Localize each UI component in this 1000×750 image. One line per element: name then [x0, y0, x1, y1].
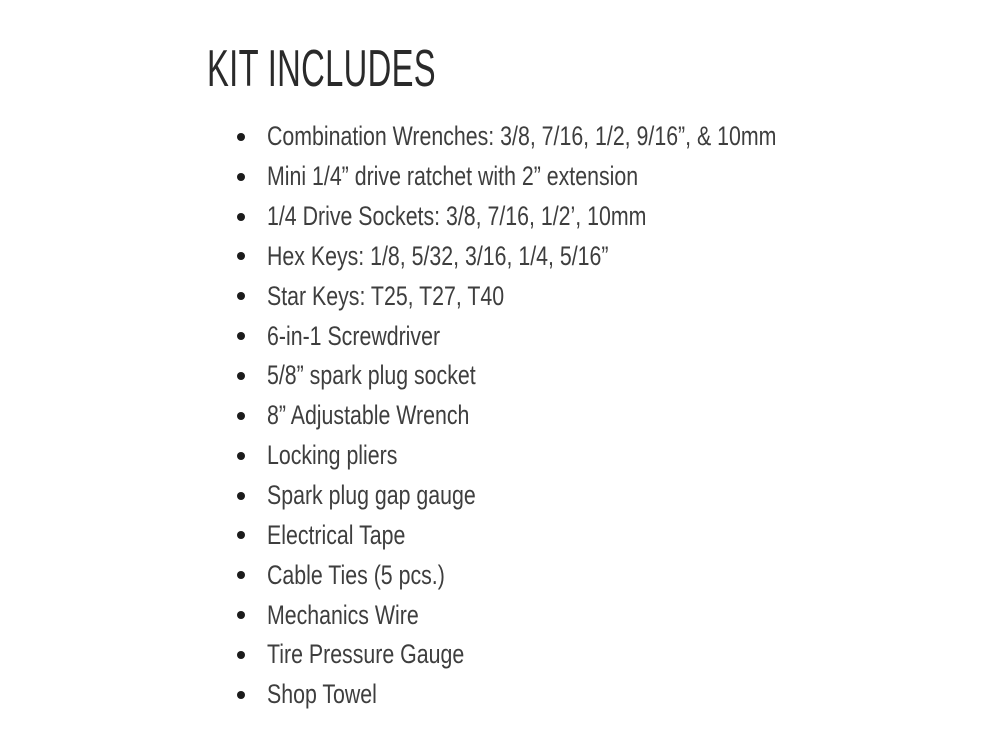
list-item-label: 8” Adjustable Wrench [267, 400, 470, 431]
bullet-icon [237, 173, 245, 181]
bullet-icon [237, 133, 245, 141]
bullet-icon [237, 452, 245, 460]
list-item [237, 436, 912, 476]
list-item-label: Combination Wrenches: 3/8, 7/16, 1/2, 9/16”, & 10mm [267, 121, 777, 152]
bullet-icon [237, 252, 245, 260]
bullet-icon [237, 691, 245, 699]
bullet-icon [237, 412, 245, 420]
list-item [237, 396, 912, 436]
list-item-label: Star Keys: T25, T27, T40 [267, 280, 505, 311]
bullet-icon [237, 213, 245, 221]
list-item-label: Mini 1/4” drive ratchet with 2” extension [267, 161, 639, 192]
list-item [237, 356, 912, 396]
list-item-label: Locking pliers [267, 440, 398, 471]
list-item [237, 316, 912, 356]
list-item-label: Cable Ties (5 pcs.) [267, 559, 445, 590]
kit-items-list [237, 117, 912, 715]
list-item-label: 5/8” spark plug socket [267, 360, 476, 391]
list-item-label: 1/4 Drive Sockets: 3/8, 7/16, 1/2’, 10mm [267, 201, 647, 232]
list-item [237, 157, 912, 197]
bullet-icon [237, 372, 245, 380]
list-item-label: Shop Towel [267, 679, 377, 710]
list-item-label: Hex Keys: 1/8, 5/32, 3/16, 1/4, 5/16” [267, 240, 609, 271]
bullet-icon [237, 651, 245, 659]
list-item [237, 555, 912, 595]
bullet-icon [237, 332, 245, 340]
list-item [237, 515, 912, 555]
list-item-label: Mechanics Wire [267, 599, 419, 630]
list-item [237, 675, 912, 715]
section-title: KIT INCLUDES [207, 40, 436, 98]
list-item-label: Spark plug gap gauge [267, 480, 476, 511]
list-item [237, 595, 912, 635]
list-item [237, 635, 912, 675]
list-item [237, 237, 912, 277]
bullet-icon [237, 531, 245, 539]
list-item-label: Electrical Tape [267, 519, 406, 550]
list-item-label: Tire Pressure Gauge [267, 639, 465, 670]
list-item-label: 6-in-1 Screwdriver [267, 320, 441, 351]
bullet-icon [237, 571, 245, 579]
list-item [237, 476, 912, 516]
bullet-icon [237, 611, 245, 619]
list-item [237, 117, 912, 157]
list-item [237, 276, 912, 316]
bullet-icon [237, 292, 245, 300]
bullet-icon [237, 492, 245, 500]
list-item [237, 197, 912, 237]
